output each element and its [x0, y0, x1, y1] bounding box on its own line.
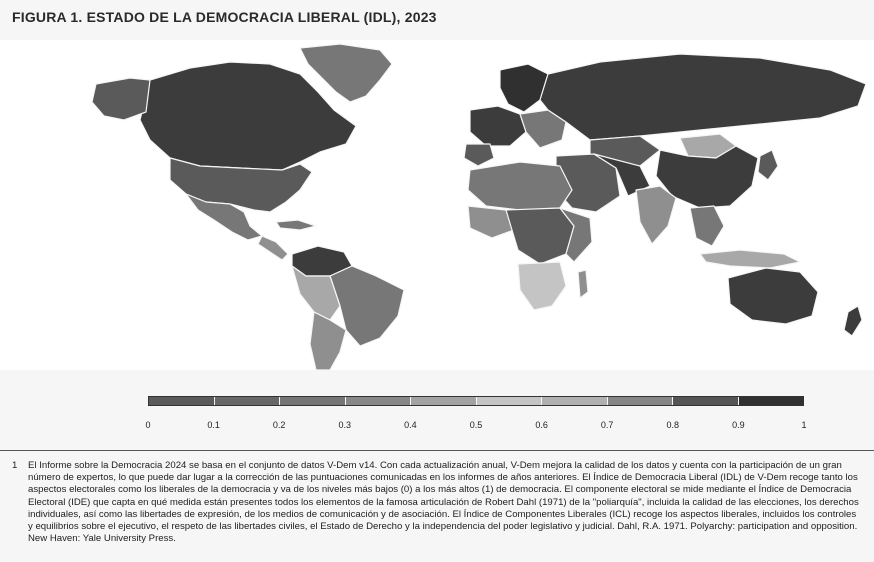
legend-swatch: [149, 397, 215, 405]
legend-tick-label: 0.5: [469, 420, 483, 430]
legend-swatch: [477, 397, 543, 405]
legend-tick-label: 1: [801, 420, 807, 430]
legend-swatch: [346, 397, 412, 405]
legend-tick-label: 0.1: [207, 420, 220, 430]
legend-tick-label: 0.6: [535, 420, 548, 430]
figure-title: FIGURA 1. ESTADO DE LA DEMOCRACIA LIBERAL (IDL), 2023: [12, 9, 437, 25]
legend-tick-label: 0.4: [404, 420, 417, 430]
legend-tick-label: 0: [145, 420, 151, 430]
legend-swatch: [280, 397, 346, 405]
legend-swatch: [542, 397, 608, 405]
footnote-text: El Informe sobre la Democracia 2024 se basa en el conjunto de datos V-Dem v14. Con cada actualización anual, V-Dem mejora la calidad de los datos y cuenta con la participación de un gran número de expertos, lo que puede dar lugar a la corrección de las puntuaciones comunicadas en los informes de años anteriores. El Índice de Democracia Liberal (IDL) de V-Dem recoge tanto los aspectos electorales como los liberales de la democracia y va de los niveles más bajos (0) a los más altos (1) de democracia. El componente electoral se mide mediante el Índice de Democracia Electoral (IDE) que capta en qué medida están presentes todos los elementos de la famosa articulación de Robert Dahl (1971) de la "poliarquía", incluida la calidad de las elecciones, los derechos individuales, así como las libertades de expresión, de los medios de comunicación y de asociación. El Índice de Componentes Liberales (ICL) recoge los aspectos liberales, incluidos los controles y equilibrios sobre el ejecutivo, el respeto de las libertades civiles, el Estado de Derecho y la independencia del poder legislativo y judicial. Dahl, R.A. 1971. Polyarchy: participation and opposition. New Haven: Yale University Press.: [28, 460, 859, 545]
footnote-divider: [0, 450, 874, 451]
legend-swatch: [411, 397, 477, 405]
legend-tick-label: 0.9: [732, 420, 745, 430]
footnote: [12, 460, 862, 545]
legend-tick-labels: [145, 420, 807, 434]
region-madagascar: [578, 270, 588, 298]
legend-swatch: [739, 397, 804, 405]
footnote-number: 1: [12, 460, 18, 471]
world-map: [0, 40, 874, 370]
legend-swatch: [608, 397, 674, 405]
legend-swatch: [673, 397, 739, 405]
legend-tick-label: 0.8: [666, 420, 680, 430]
legend-tick-label: 0.7: [600, 420, 614, 430]
legend-swatch: [215, 397, 281, 405]
legend: [145, 396, 807, 436]
legend-color-scale: [148, 396, 804, 406]
legend-tick-label: 0.3: [338, 420, 352, 430]
region-north-africa: [468, 162, 572, 210]
world-map-svg: [0, 40, 874, 370]
legend-tick-label: 0.2: [272, 420, 286, 430]
